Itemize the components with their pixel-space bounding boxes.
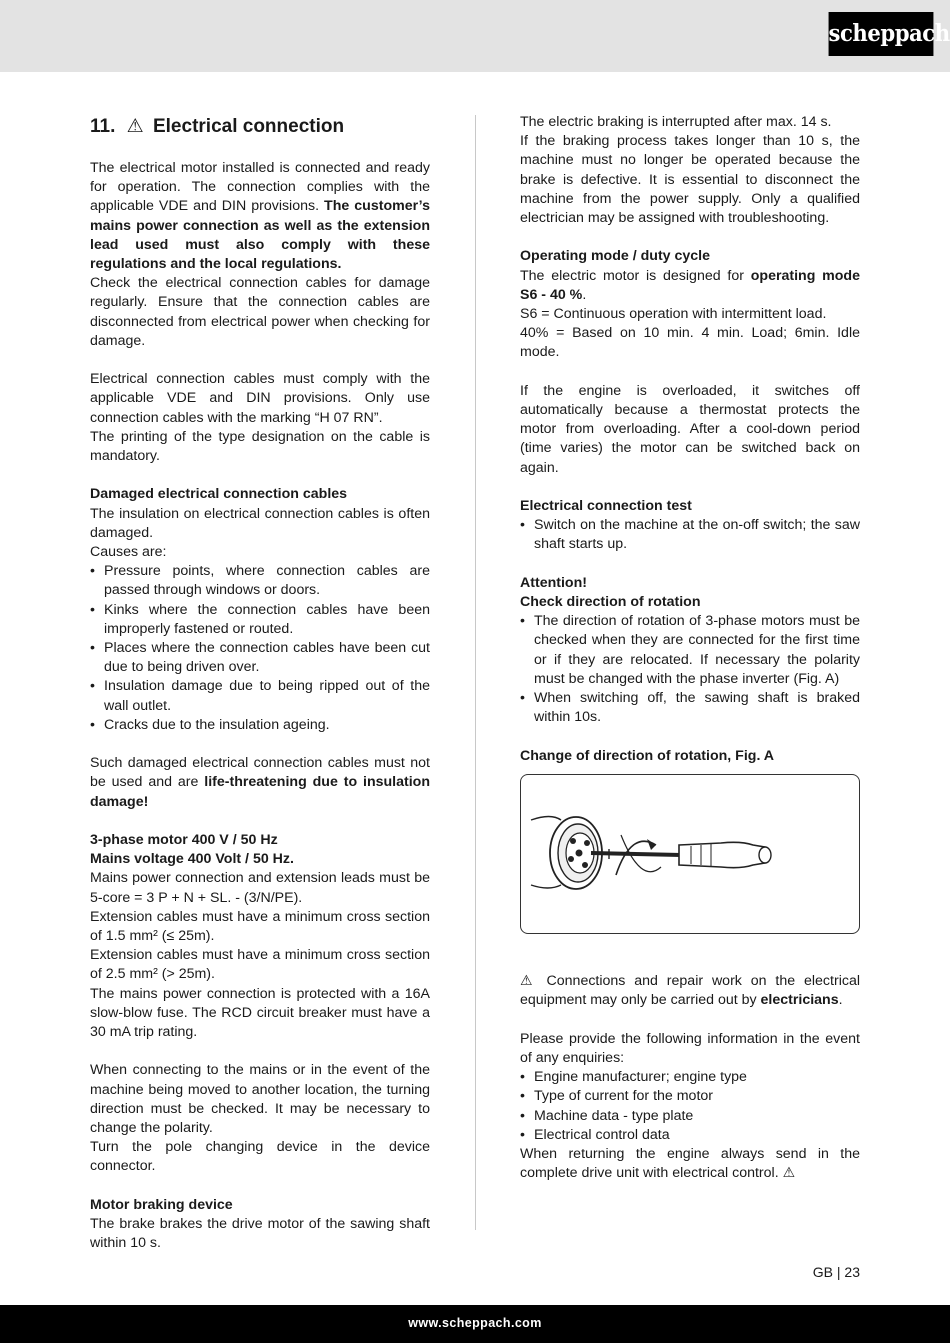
list-item: • Engine manufacturer; engine type: [520, 1068, 860, 1087]
list-item: • Switch on the machine at the on-off switch; the saw shaft starts up.: [520, 516, 860, 554]
column-divider: [475, 115, 476, 1230]
attention-title: Attention!: [520, 574, 587, 591]
section-number: 11.: [90, 116, 116, 137]
section-title: Electrical connection: [152, 116, 345, 137]
printing-paragraph: The printing of the type designation on the cable is mandatory.: [90, 428, 430, 465]
pole-paragraph: Turn the pole changing device in the device connector.: [90, 1139, 430, 1175]
left-column: [90, 113, 430, 1253]
brake-interrupt-paragraph: The electric braking is interrupted after max. 14 s.: [520, 114, 832, 130]
page-number: GB | 23: [812, 1264, 860, 1280]
list-item: • Type of current for the motor: [520, 1087, 860, 1106]
motor-title: 3-phase motor 400 V / 50 Hz: [90, 832, 278, 849]
fuse-paragraph: The mains power connection is protected with a 16A slow-blow fuse. The RCD circuit breaker must have a 30 mA trip rating.: [90, 985, 430, 1041]
enquiry-list: [520, 1068, 860, 1145]
plug-screwdriver-drawing: [521, 775, 861, 935]
figure-title: Change of direction of rotation, Fig. A: [520, 747, 775, 764]
turning-paragraph: When connecting to the mains or in the event of the machine being moved to another location, the turning direction must be checked. It may be necessary to change the polarity.: [90, 1062, 430, 1137]
section-heading: [90, 113, 430, 141]
header-band: [0, 0, 950, 72]
brake-defect-paragraph: If the braking process takes longer than 10 s, the machine must no longer be operated because the brake is defective. It is essential to disconnect the machine from the power supply. Only a qualified electrician may be assigned with troubleshooting.: [520, 133, 860, 227]
cables-paragraph: Electrical connection cables must comply with the applicable VDE and DIN provisions. Only use connection cables with the marking “H 07 RN”.: [90, 371, 430, 426]
list-item: • Pressure points, where connection cables are passed through windows or doors.: [90, 562, 430, 600]
brand-logo: scheppach: [829, 12, 934, 56]
electricians-warning: ⚠ Connections and repair work on the electrical equipment may only be carried out by electricians.: [520, 973, 860, 1009]
rotation-list: [520, 612, 860, 727]
footer-url: www.scheppach.com: [0, 1305, 950, 1343]
voltage-title: Mains voltage 400 Volt / 50 Hz.: [90, 851, 294, 868]
test-list: [520, 516, 860, 554]
rotation-title: Check direction of rotation: [520, 594, 701, 611]
list-item: • Machine data - type plate: [520, 1107, 860, 1126]
braking-paragraph: The brake brakes the drive motor of the sawing shaft within 10 s.: [90, 1216, 430, 1252]
warning-icon: ⚠: [520, 973, 538, 990]
list-item: • When switching off, the sawing shaft is braked within 10s.: [520, 689, 860, 727]
duty-paragraph: 40% = Based on 10 min. 4 min. Load; 6min. Idle mode.: [520, 325, 860, 361]
damaged-paragraph: The insulation on electrical connection cables is often damaged.: [90, 505, 430, 541]
list-item: • Cracks due to the insulation ageing.: [90, 716, 430, 735]
causes-label: Causes are:: [90, 544, 167, 561]
list-item: • Electrical control data: [520, 1126, 860, 1145]
overload-paragraph: If the engine is overloaded, it switches off automatically because a thermostat protects the motor from overloading. After a cool-down period (time varies) the motor can be switched back on again.: [520, 382, 860, 476]
danger-paragraph: Such damaged electrical connection cables must not be used and are life-threatening due to insulation damage!: [90, 755, 430, 810]
s6-paragraph: S6 = Continuous operation with intermittent load.: [520, 306, 827, 323]
braking-title: Motor braking device: [90, 1196, 233, 1213]
right-column: [520, 113, 860, 1183]
enquiry-paragraph: Please provide the following information in the event of any enquiries:: [520, 1030, 860, 1066]
damaged-cables-title: Damaged electrical connection cables: [90, 486, 348, 503]
return-paragraph: When returning the engine always send in the complete drive unit with electrical control. ⚠: [520, 1146, 860, 1182]
figure-a-illustration: [520, 774, 860, 934]
warning-icon: ⚠: [778, 1165, 796, 1182]
motor-paragraph: Mains power connection and extension leads must be 5-core = 3 P + N + SL. - (3/N/PE).: [90, 870, 430, 906]
connection-test-title: Electrical connection test: [520, 498, 692, 515]
list-item: • Kinks where the connection cables have been improperly fastened or routed.: [90, 601, 430, 639]
intro-paragraph: The electrical motor installed is connected and ready for operation. The connection complies with the applicable VDE and DIN provisions. The customer’s mains power connection as well as the extension lead used must also comply with these regulations and the local regulations.: [90, 160, 430, 273]
cross-section-paragraph-2: Extension cables must have a minimum cross section of 2.5 mm² (> 25m).: [90, 947, 430, 983]
list-item: • Places where the connection cables have been cut due to being driven over.: [90, 639, 430, 677]
cross-section-paragraph-1: Extension cables must have a minimum cross section of 1.5 mm² (≤ 25m).: [90, 908, 430, 945]
operating-mode-paragraph: The electric motor is designed for operating mode S6 - 40 %.: [520, 267, 860, 303]
check-paragraph: Check the electrical connection cables for damage regularly. Ensure that the connection cables are disconnected from electrical power when checking for damage.: [90, 275, 430, 349]
warning-icon: ⚠: [126, 116, 144, 137]
list-item: • Insulation damage due to being ripped out of the wall outlet.: [90, 677, 430, 715]
causes-list: [90, 562, 430, 735]
operating-mode-title: Operating mode / duty cycle: [520, 248, 711, 265]
list-item: • The direction of rotation of 3-phase motors must be checked when they are connected for the first time or if they are relocated. If necessary the polarity must be changed with the phase inverter (Fig. A): [520, 612, 860, 689]
